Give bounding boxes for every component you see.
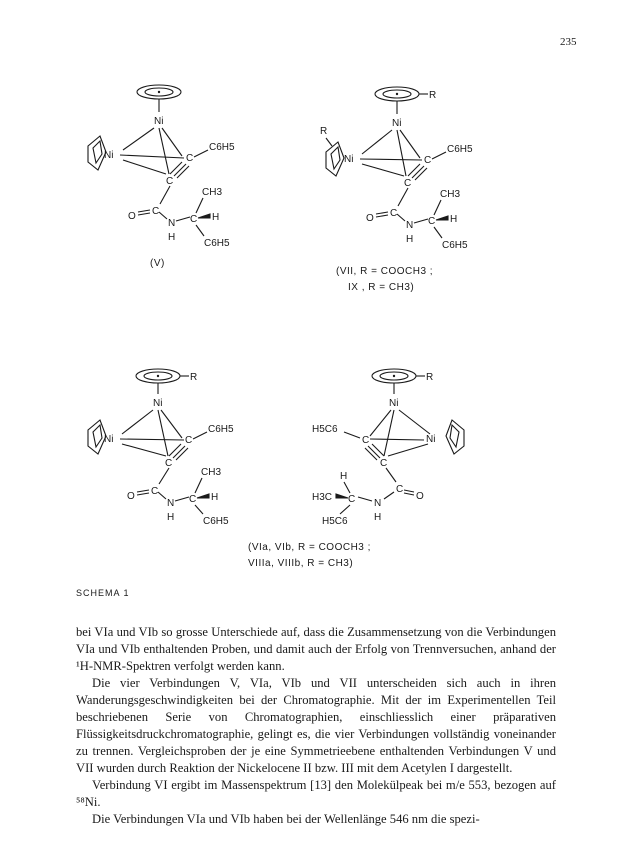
structure-vi-viii-mirror	[300, 360, 500, 530]
structure-vi-viii	[82, 360, 282, 530]
atom-o: O	[416, 491, 424, 502]
group-c6h5: C6H5	[208, 424, 234, 435]
atom-n: N	[168, 218, 176, 229]
atom-h: H	[211, 492, 219, 503]
group-ch3: CH3	[201, 467, 222, 478]
cyclopentadienyl-ring-top	[136, 369, 180, 383]
atom-c-2: C	[380, 458, 388, 469]
atom-c-1: C	[424, 155, 432, 166]
atom-ni-right: Ni	[426, 434, 436, 445]
atom-o: O	[128, 211, 136, 222]
group-c6h5-2: C6H5	[203, 516, 229, 527]
cyclopentadienyl-ring-top	[137, 85, 181, 99]
atom-c-3: C	[396, 484, 404, 495]
group-c6h5-2: C6H5	[442, 240, 468, 251]
group-c6h5-2: C6H5	[204, 238, 230, 249]
atom-h: H	[212, 212, 220, 223]
atom-ni-top: Ni	[392, 118, 402, 129]
atom-h-n: H	[168, 232, 176, 243]
atom-o: O	[127, 491, 135, 502]
paragraph-3: Verbindung VI ergibt im Massenspektrum [13] den Molekülpeak bei m/e 553, bezogen auf ⁵⁸Ni.	[76, 778, 556, 809]
atom-ni-top: Ni	[154, 116, 164, 127]
group-ch3: CH3	[202, 187, 223, 198]
atom-c-3: C	[390, 208, 398, 219]
atom-c-4: C	[428, 216, 436, 227]
paragraph-2: Die vier Verbindungen V, VIa, VIb und VII unterscheiden sich auch in ihren Wanderungsgeschwindigkeiten bei der Chromatographie. Mit der im Experimentellen Teil beschriebenen Serie von Chromatographien, einschliesslich einer präparativen Flüssigkeitsdruckchromatographie, gelingt es, die vier Verbindungen vollständig voneinander zu trennen. Vergleichsproben der je eine Symmetrieebene enthaltenden Verbindungen V und VII wurden durch Reaktion der Nickelocene II bzw. III mit dem Acetylen I dargestellt.	[76, 676, 556, 775]
atom-ni-top: Ni	[389, 398, 399, 409]
group-h3c: H3C	[312, 492, 333, 503]
group-c6h5: C6H5	[447, 144, 473, 155]
caption-vi-viii-line1: (VIa, VIb, R = COOCH3 ;	[248, 542, 371, 553]
atom-h-n: H	[374, 512, 382, 523]
cyclopentadienyl-ring-top	[372, 369, 416, 383]
caption-vii-ix-line1: (VII, R = COOCH3 ;	[336, 266, 434, 277]
atom-c-1: C	[185, 435, 193, 446]
atom-c-3: C	[151, 486, 159, 497]
group-h5c6-2: H5C6	[322, 516, 348, 527]
atom-h-n: H	[167, 512, 175, 523]
atom-o: O	[366, 213, 374, 224]
structure-vii-ix	[316, 78, 516, 253]
atom-c-2: C	[165, 458, 173, 469]
scheme-label: SCHEMA 1	[76, 588, 130, 598]
page-number: 235	[560, 36, 577, 48]
atom-n: N	[374, 498, 382, 509]
atom-h-n: H	[406, 234, 414, 245]
atom-h: H	[450, 214, 458, 225]
atom-ni-left: Ni	[104, 434, 114, 445]
ring-substituent-r-side: R	[320, 126, 328, 137]
atom-ni-left: Ni	[344, 154, 354, 165]
atom-c-2: C	[166, 176, 174, 187]
atom-ni-top: Ni	[153, 398, 163, 409]
atom-c-1: C	[362, 435, 370, 446]
cyclopentadienyl-ring-right	[446, 420, 464, 454]
group-c6h5: C6H5	[209, 142, 235, 153]
atom-c-4: C	[348, 494, 356, 505]
atom-c-4: C	[190, 214, 198, 225]
ring-substituent-r: R	[190, 372, 198, 383]
atom-n: N	[406, 220, 414, 231]
caption-v: (V)	[150, 258, 165, 269]
atom-h: H	[340, 471, 348, 482]
ring-substituent-r-top: R	[429, 90, 437, 101]
atom-n: N	[167, 498, 175, 509]
paragraph-1: bei VIa und VIb so grosse Unterschiede auf, dass die Zusammensetzung von die Verbindungen VIa und VIb enthaltenden Proben, und damit auch der Erfolg von Trennversuchen, anhand der ¹H-NMR-Spektren verfolgt werden kann.	[76, 625, 556, 673]
atom-c-4: C	[189, 494, 197, 505]
body-text	[76, 624, 556, 828]
atom-ni-left: Ni	[104, 150, 114, 161]
caption-vi-viii-line2: VIIIa, VIIIb, R = CH3)	[248, 558, 354, 569]
atom-c-2: C	[404, 178, 412, 189]
group-h5c6: H5C6	[312, 424, 338, 435]
paragraph-4: Die Verbindungen VIa und VIb haben bei der Wellenlänge 546 nm die spezi-	[92, 812, 480, 826]
atom-c-3: C	[152, 206, 160, 217]
caption-vii-ix-line2: IX , R = CH3)	[348, 282, 415, 293]
cyclopentadienyl-ring-top	[375, 87, 419, 101]
atom-c-1: C	[186, 153, 194, 164]
cyclopentadienyl-ring-left	[326, 142, 344, 176]
group-ch3: CH3	[440, 189, 461, 200]
structure-v	[80, 78, 280, 253]
ring-substituent-r: R	[426, 372, 434, 383]
